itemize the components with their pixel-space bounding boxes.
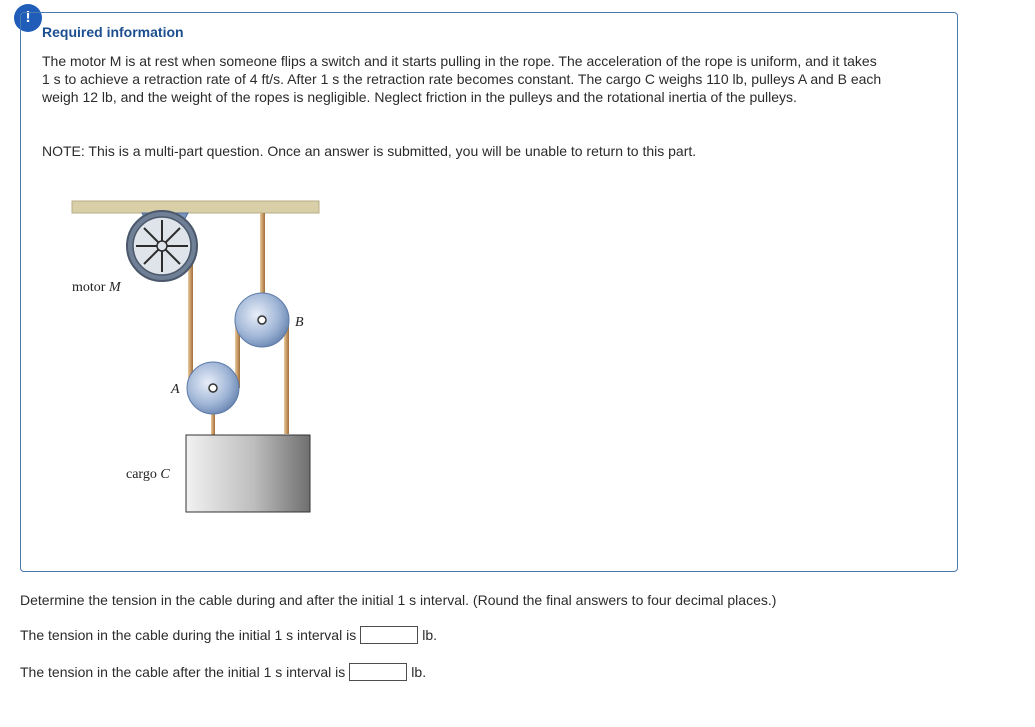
- answer-row-after: [20, 663, 426, 681]
- tension-after-input[interactable]: [349, 663, 407, 681]
- ceiling-beam: [72, 201, 319, 213]
- pulley-b-label: B: [295, 315, 304, 330]
- pulley-diagram: [40, 188, 340, 528]
- pulley-a-label: A: [171, 382, 180, 397]
- problem-statement: The motor M is at rest when someone flips a switch and it starts pulling in the rope. The acceleration of the rope is uniform, and it takes 1 s to achieve a retraction rate of 4 ft/s. After 1 s the retraction rate becomes constant. The cargo C weighs 110 lb, pulleys A and B each weigh 12 lb, and the weight of the ropes is negligible. Neglect friction in the pulleys and the rotational inertia of the pulleys.: [42, 53, 882, 105]
- during-unit: lb.: [422, 627, 437, 643]
- tension-during-input[interactable]: [360, 626, 418, 644]
- question-prompt: Determine the tension in the cable during and after the initial 1 s interval. (Round the final answers to four decimal places.): [20, 592, 777, 608]
- alert-icon: !: [14, 4, 42, 32]
- cargo-label: cargo C: [126, 467, 170, 482]
- info-title: Required information: [42, 24, 184, 40]
- during-label: The tension in the cable during the initial 1 s interval is: [20, 627, 357, 643]
- after-unit: lb.: [411, 664, 427, 680]
- cargo-box: [186, 435, 310, 512]
- multi-part-note: NOTE: This is a multi-part question. Once an answer is submitted, you will be unable to return to this part.: [42, 143, 697, 159]
- motor-label: motor M: [72, 280, 121, 295]
- answer-row-during: [20, 626, 437, 644]
- after-label: The tension in the cable after the initial 1 s interval is: [20, 664, 346, 680]
- rope-b-to-cargo: [284, 320, 289, 434]
